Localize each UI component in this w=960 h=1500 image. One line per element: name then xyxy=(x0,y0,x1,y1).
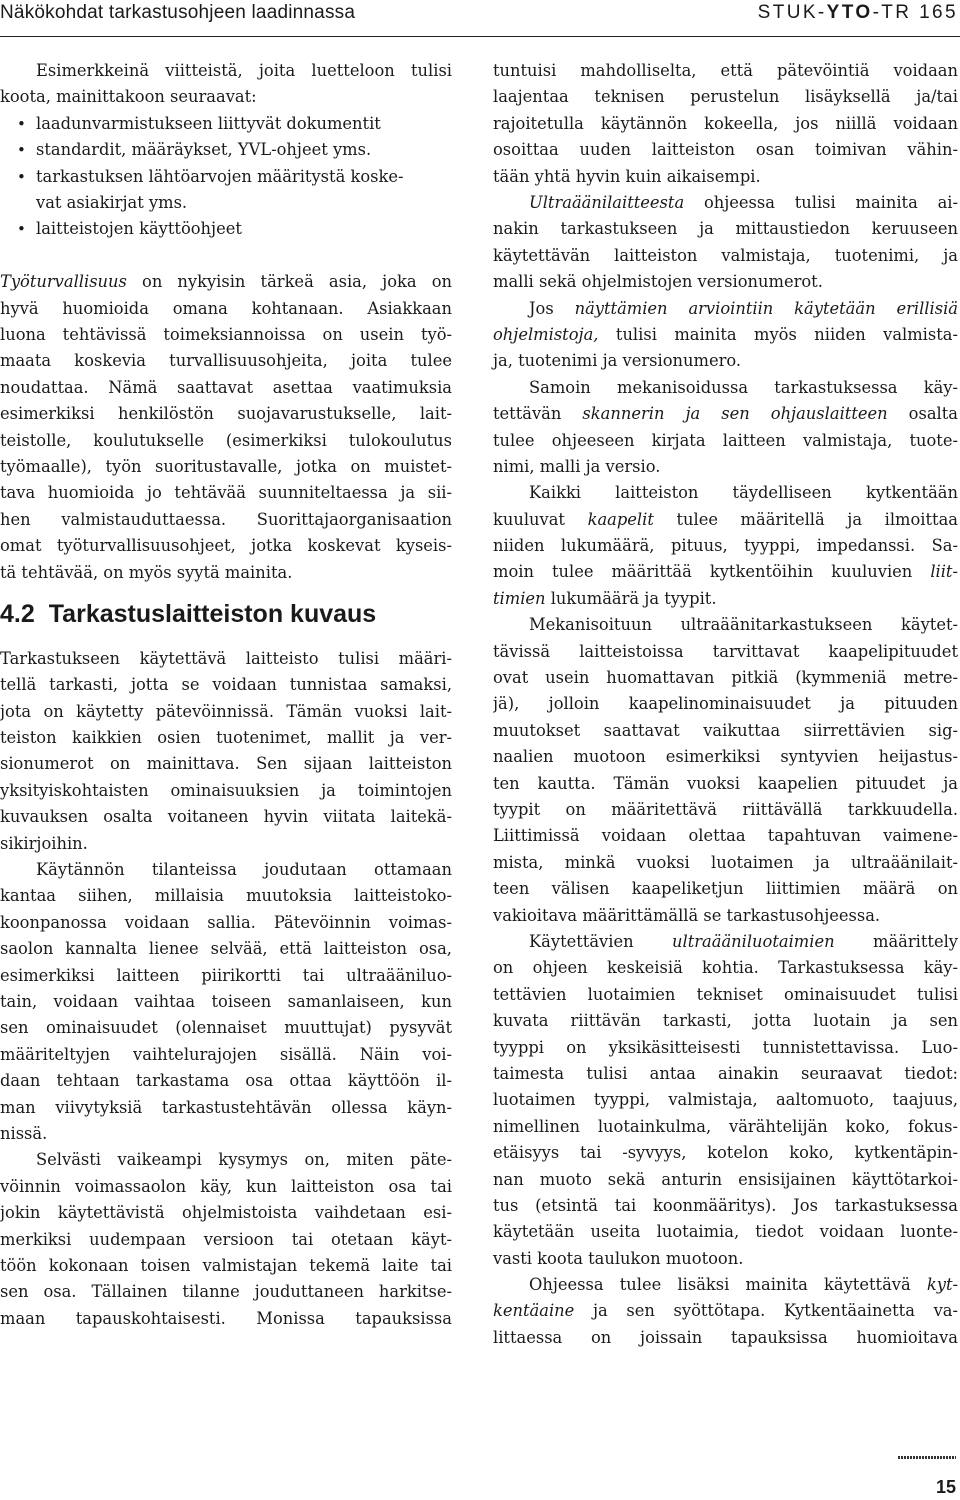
text-line: Samoin mekanisoidussa tarkastuksessa käy- xyxy=(529,377,958,397)
text-line: Mekanisoituun ultraäänitarkastukseen käytet- xyxy=(529,615,958,635)
text-line: maata koskevia turvallisuusohjeita, joita tulee xyxy=(0,351,452,371)
text-line: hen valmistauduttaessa. Suorittajaorganisaation xyxy=(0,509,452,529)
text-line: osoittaa uuden laitteiston osan toimivan vähin- xyxy=(493,140,958,160)
text-line: tus (etsintä tai koonmääritys). Jos tarkastuksessa xyxy=(493,1195,958,1215)
text-line: nimellinen luotainkulma, värähtelijän koko, fokus- xyxy=(493,1116,958,1136)
text-line: sen ominaisuudet (olennaiset muuttujat) pysyvät xyxy=(0,1018,452,1038)
text-line: malli sekä ohjelmistojen versionumerot. xyxy=(493,272,823,292)
text-line: jota on käytetty pätevöinnissä. Tämän vuoksi lait- xyxy=(0,701,452,721)
text-line: taimesta tulisi antaa ainakin seuraavat tiedot: xyxy=(493,1063,958,1083)
text-line: töön kokonaan toisen valmistajan tekemä laite tai xyxy=(0,1255,452,1275)
page-header xyxy=(0,0,960,37)
text-line: timien lukumäärä ja tyypit. xyxy=(493,588,717,608)
text-line: kuuluvat kaapelit tulee määritellä ja ilmoittaa xyxy=(493,509,958,529)
text-line: tyyppi on yksikäsitteisesti tunnistettavissa. Luo- xyxy=(493,1037,958,1057)
list-item-continued: vat asiakirjat yms. xyxy=(36,193,188,213)
text-line: ovat usein huomattavan pitkiä (kymmeniä metre- xyxy=(493,668,958,688)
text-line: vasti koota taulukon muotoon. xyxy=(493,1248,744,1268)
page-number: 15 xyxy=(935,1477,956,1497)
text-line: luotaimen tyyppi, valmistaja, aaltomuoto, taajuus, xyxy=(493,1090,958,1110)
text-line: hyvä huomioida omana kohtanaan. Asiakkaan xyxy=(0,298,452,318)
text-line: muutokset saattavat vaikuttaa siirrettävien sig- xyxy=(493,720,958,740)
text-line: vakioitava määrittämällä se tarkastusohjeessa. xyxy=(493,905,881,925)
text-line: tain, voidaan vaihtaa toiseen samanlaiseen, kun xyxy=(0,992,452,1012)
text-line: tava huomioida jo tehtävää suunniteltaessa ja sii- xyxy=(0,483,452,503)
page-footer xyxy=(886,1456,956,1498)
text-line: koota, mainittakoon seuraavat: xyxy=(0,87,257,107)
document-code: STUK-YTO-TR 165 xyxy=(757,2,958,23)
text-line: niiden lukumäärä, pituus, tyyppi, impedanssi. Sa- xyxy=(493,536,958,556)
text-line: määriteltyjen vaihtelurajojen sisällä. Näin voi- xyxy=(0,1044,452,1064)
text-line: Jos näyttämien arviointiin käytetään erillisiä xyxy=(529,298,958,318)
text-line: merkiksi uudempaan versioon tai otetaan käyt- xyxy=(0,1229,452,1249)
text-line: moin tulee määrittää kytkentöihin kuuluvien liit- xyxy=(493,562,958,582)
text-line: jä), jolloin kaapelinominaisuudet ja pituuden xyxy=(493,694,958,714)
text-line: naalien muotoon esimerkiksi syntyvien heijastus- xyxy=(493,747,958,767)
text-line: kentäaine ja sen syöttötapa. Kytkentäainetta va- xyxy=(493,1301,958,1321)
text-line: jokin käytettävistä ohjelmistoista vaihdetaan esi- xyxy=(0,1203,452,1223)
text-line: kuvata riittävän tarkasti, jotta luotain ja sen xyxy=(493,1011,958,1031)
text-line: työmaalle), työn suoritustavalle, jotka on muistet- xyxy=(0,456,452,476)
text-line: noudattaa. Nämä saattavat asettaa vaatimuksia xyxy=(0,377,452,397)
text-line: kantaa siihen, millaisia muutoksia laitteistoko- xyxy=(0,886,452,906)
list-item: • laadunvarmistukseen liittyvät dokumentit xyxy=(0,111,452,137)
text-line: nimi, malli ja versio. xyxy=(493,456,661,476)
text-line: Esimerkkeinä viitteistä, joita luetteloon tulisi xyxy=(36,61,452,80)
running-title: Näkökohdat tarkastusohjeen laadinnassa xyxy=(0,2,356,23)
text-line: tävissä laitteistoissa tarvittavat kaapelipituudet xyxy=(493,641,958,661)
text-line: on ohjeen keskeisiä kohtia. Tarkastuksessa käy- xyxy=(493,958,958,978)
text-line: man viivytyksiä tarkastustehtävän ollessa käyn- xyxy=(0,1097,452,1117)
text-line: teen välisen kaapeliketjun liittimien määrä on xyxy=(493,879,958,899)
text-line: sikirjoihin. xyxy=(0,833,88,853)
text-line: nissä. xyxy=(0,1123,48,1143)
list-item: • tarkastuksen lähtöarvojen määritystä koske- xyxy=(0,164,452,190)
text-line: Kaikki laitteiston täydelliseen kytkentään xyxy=(529,483,958,503)
text-line: sen osa. Tällainen tilanne jouduttaneen harkitse- xyxy=(0,1282,452,1302)
left-column xyxy=(0,58,452,1332)
text-line: tettävän skannerin ja sen ohjauslaitteen osalta xyxy=(493,404,958,424)
paragraph-safety: Työturvallisuus on nykyisin tärkeä asia, joka on xyxy=(0,272,452,292)
text-line: teiston kaikkien osien tuotenimet, mallit ja ver- xyxy=(0,728,452,748)
text-line: ja, tuotenimi ja versionumero. xyxy=(493,351,742,371)
text-line: vöinnin voimassaolon käy, kun laitteiston osa tai xyxy=(0,1176,452,1196)
text-line: rajoitetulla käytännön kokeella, jos niillä voidaan xyxy=(493,113,958,133)
text-line: luona tehtävissä toimeksiannoissa on usein työ- xyxy=(0,325,452,344)
text-line: Käytännön tilanteissa joudutaan ottamaan xyxy=(36,860,452,880)
list-item: • standardit, määräykset, YVL-ohjeet yms. xyxy=(0,137,452,163)
text-line: sionumerot on mainittava. Sen sijaan laitteiston xyxy=(0,754,452,774)
text-line: ten kautta. Tämän vuoksi kaapelien pituudet ja xyxy=(493,773,958,793)
text-line: teistolle, koulutukselle (esimerkiksi tulokoulutus xyxy=(0,430,452,450)
text-line: Tarkastukseen käytettävä laitteisto tulisi määri- xyxy=(0,648,452,668)
text-line: kuvauksen osalta voitaneen hyvin viitata laitekä- xyxy=(0,807,452,827)
footer-rule xyxy=(898,1456,956,1459)
text-line: tellä tarkasti, jotta se voidaan tunnistaa samaksi, xyxy=(0,675,452,695)
text-line: Selvästi vaikeampi kysymys on, miten päte- xyxy=(36,1150,452,1170)
text-line: yksityiskohtaisten ominaisuuksien ja toimintojen xyxy=(0,780,452,800)
text-line: nakin tarkastukseen ja mittaustiedon keruuseen xyxy=(493,219,958,239)
text-line: Liittimissä voidaan olettaa tapahtuvan vaimene- xyxy=(493,826,958,846)
text-line: nan muoto sekä anturin ensisijainen käyttötarkoi- xyxy=(493,1169,958,1189)
text-line: Ohjeessa tulee lisäksi mainita käytettävä kyt- xyxy=(529,1275,958,1295)
text-line: tulee ohjeeseen kirjata laitteen valmistaja, tuote- xyxy=(493,430,958,450)
text-line: tään yhtä hyvin kuin aikaisempi. xyxy=(493,166,761,186)
text-line: Ultraäänilaitteesta ohjeessa tulisi mainita ai- xyxy=(529,192,958,212)
text-line: tyypit on määritettävä riittävällä tarkkuudella. xyxy=(493,800,958,820)
text-line: esimerkiksi laitteen piirikortti tai ultraääniluo- xyxy=(0,965,452,985)
section-heading: 4.2 Tarkastuslaitteiston kuvaus xyxy=(0,599,377,628)
text-line: mista, minkä vuoksi luotaimen ja ultraäänilait- xyxy=(493,852,958,872)
list-item: • laitteistojen käyttöohjeet xyxy=(0,216,452,242)
text-line: daan tehtaan tarkastama osa ottaa käyttöön il- xyxy=(0,1071,452,1091)
text-line: littaessa on joissain tapauksissa huomioitava xyxy=(493,1327,958,1347)
text-line: ohjelmistoja, tulisi mainita myös niiden valmista- xyxy=(493,324,958,344)
text-line: koonpanossa voidaan sallia. Pätevöinnin voimas- xyxy=(0,912,452,932)
text-line: maan tapauskohtaisesti. Monissa tapauksissa xyxy=(0,1308,452,1328)
right-column xyxy=(493,58,958,1351)
text-line: esimerkiksi henkilöstön suojavarustukselle, lait- xyxy=(0,404,452,424)
text-line: saolon kannalta lienee selvää, että laitteiston osa, xyxy=(0,939,452,959)
text-line: tettävien luotaimien tekniset ominaisuudet tulisi xyxy=(493,984,958,1004)
text-line: omat työturvallisuusohjeet, jotka koskevat kyseis- xyxy=(0,536,452,556)
text-line: tuntuisi mahdolliselta, että pätevöintiä voidaan xyxy=(493,61,958,80)
text-line: Käytettävien ultraääniluotaimien määrittely xyxy=(529,931,958,951)
text-line: käytetään useita luotaimia, tiedot voidaan luonte- xyxy=(493,1222,958,1242)
text-line: laajentaa teknisen perustelun lisäyksellä ja/tai xyxy=(493,87,958,107)
text-line: käytettävän laitteiston valmistaja, tuotenimi, ja xyxy=(493,245,958,265)
text-line: tä tehtävää, on myös syytä mainita. xyxy=(0,562,293,582)
text-line: etäisyys tai -syvyys, kotelon koko, kytkentäpin- xyxy=(493,1143,958,1163)
